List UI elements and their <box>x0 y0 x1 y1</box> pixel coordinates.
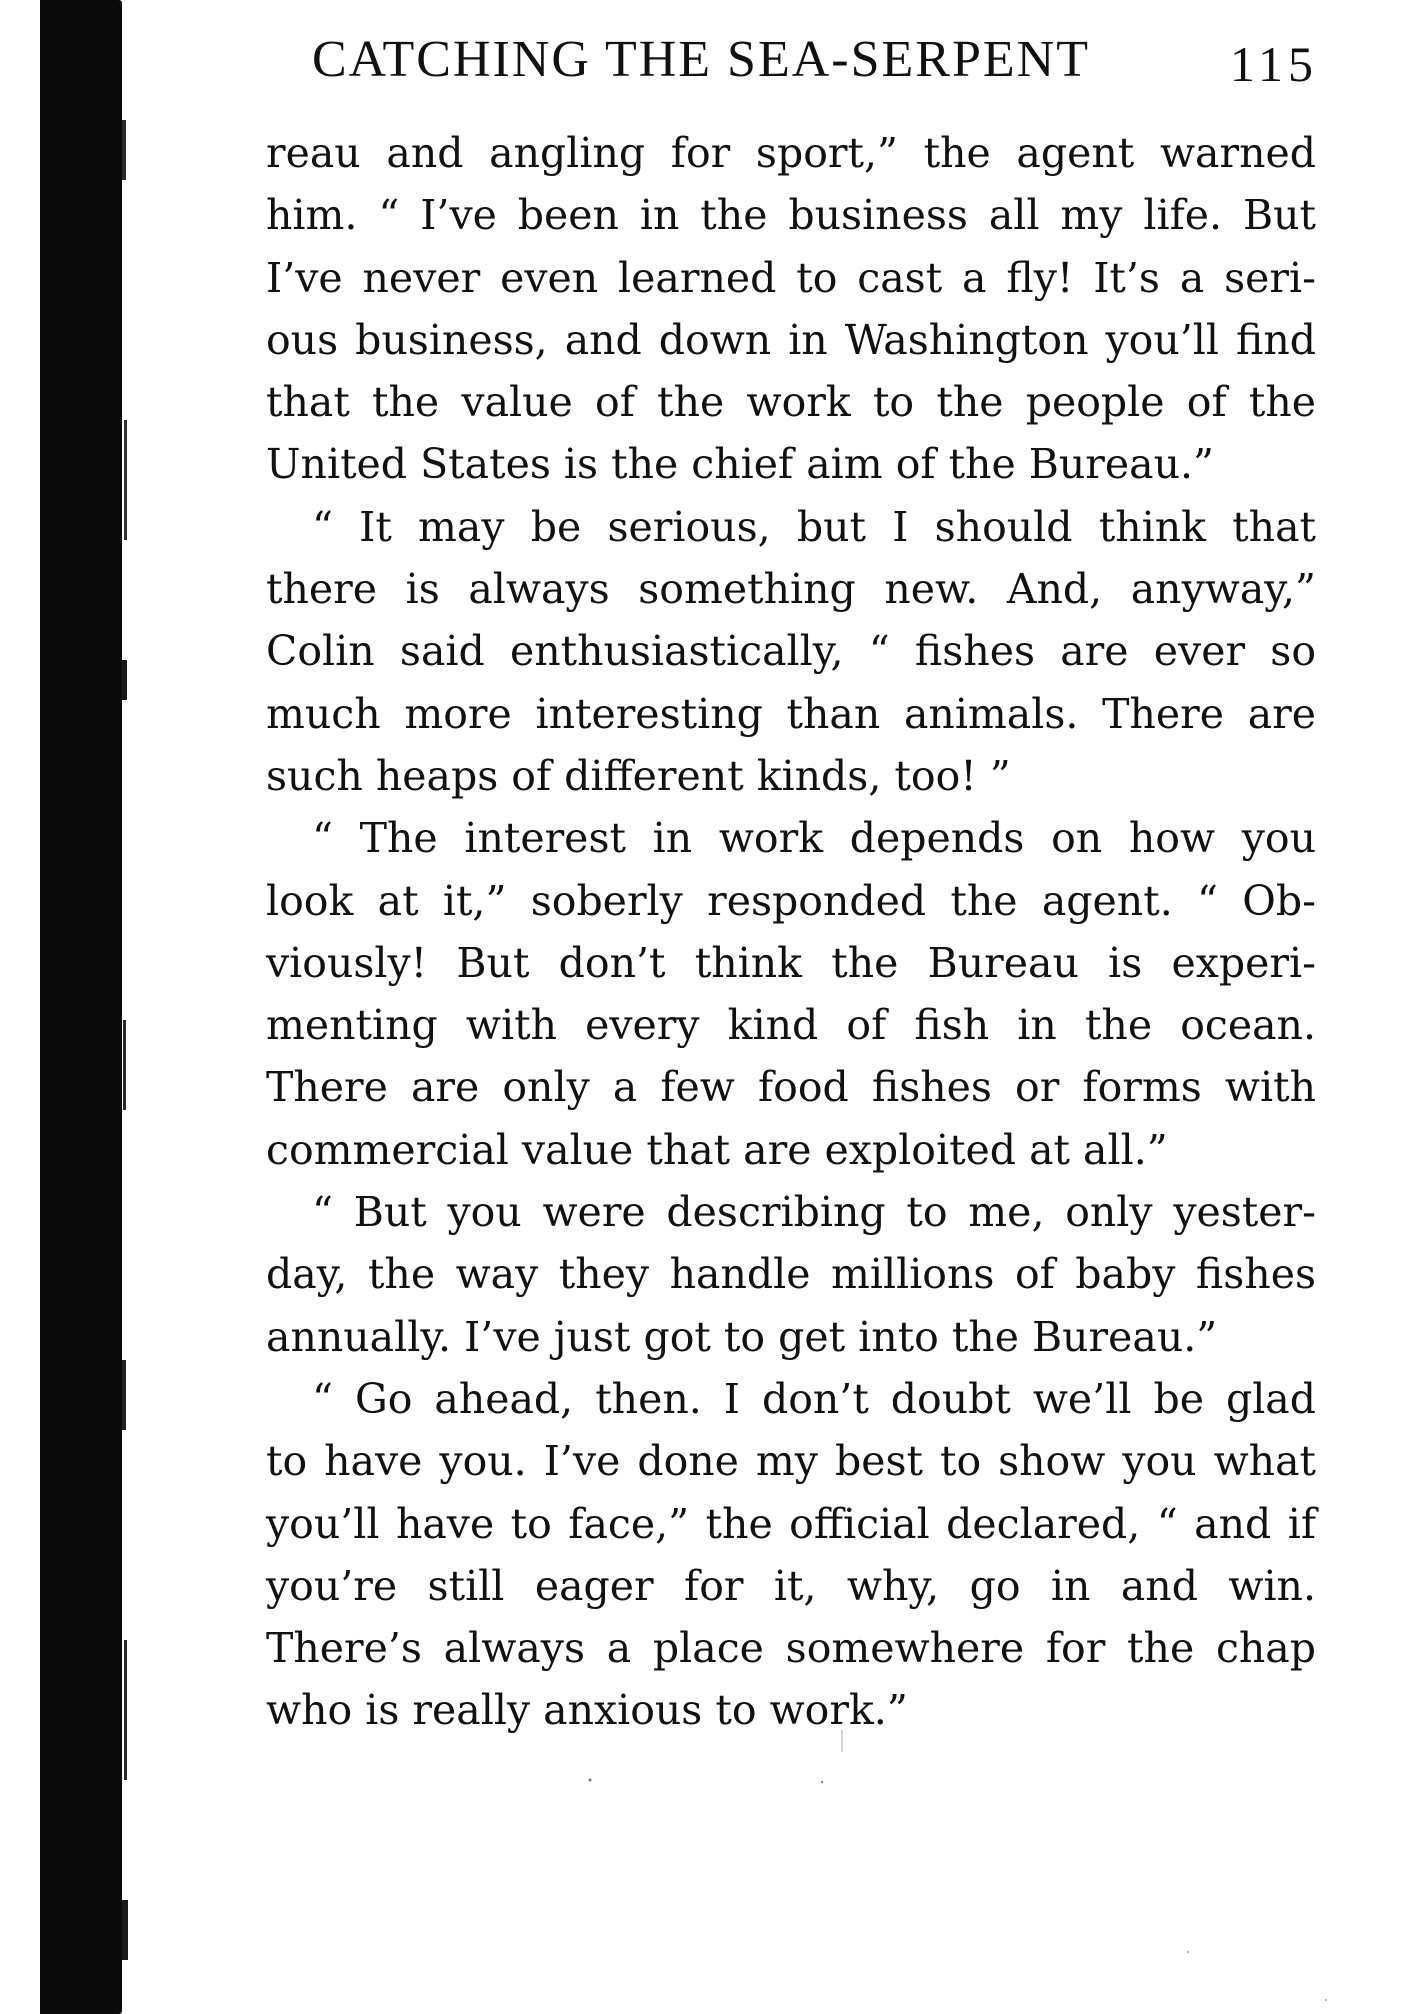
text-line: ous business, and down in Washington you’ll find <box>266 315 1316 364</box>
text-line: “ It may be serious, but I should think that <box>312 502 1316 551</box>
text-line: I’ve never even learned to cast a fly! It’s a seri- <box>266 253 1316 302</box>
text-line: There are only a few food fishes or forms with <box>266 1063 1316 1112</box>
text-line: menting with every kind of fish in the ocean. <box>266 1001 1316 1050</box>
text-line: who is really anxious to work.” <box>266 1686 908 1735</box>
text-line: such heaps of different kinds, too! ” <box>266 751 1011 800</box>
text-line: “ The interest in work depends on how you <box>312 814 1316 863</box>
binding-edge-texture <box>122 40 162 1980</box>
text-line: United States is the chief aim of the Bureau.” <box>266 440 1215 489</box>
text-line: Colin said enthusiastically, “ fishes are ever so <box>266 627 1316 676</box>
text-line: there is always something new. And, anyway,” <box>266 565 1316 614</box>
body-text <box>266 122 1316 1742</box>
text-line: reau and angling for sport,” the agent warned <box>266 129 1316 177</box>
text-line: “ But you were describing to me, only yester- <box>312 1188 1316 1237</box>
text-line: him. “ I’ve been in the business all my life. But <box>266 191 1316 240</box>
text-line: day, the way they handle millions of baby fishes <box>266 1250 1316 1299</box>
text-line: look at it,” soberly responded the agent. “ Ob- <box>266 876 1316 925</box>
page-header <box>312 30 1318 90</box>
text-line: viously! But don’t think the Bureau is experi- <box>266 938 1316 987</box>
text-line: “ Go ahead, then. I don’t doubt we’ll be glad <box>312 1374 1316 1423</box>
text-line: commercial value that are exploited at all.” <box>266 1125 1168 1174</box>
text-line: There’s always a place somewhere for the chap <box>266 1624 1316 1673</box>
text-line: to have you. I’ve done my best to show you what <box>266 1437 1316 1486</box>
page-number: 115 <box>1229 36 1318 92</box>
text-line: that the value of the work to the people of the <box>266 378 1316 427</box>
binding-shadow <box>40 0 122 2014</box>
text-line: much more interesting than animals. There are <box>266 689 1316 738</box>
text-line: you’re still eager for it, why, go in and win. <box>266 1561 1316 1610</box>
text-line: you’ll have to face,” the official declared, “ and if <box>266 1499 1316 1548</box>
text-line: annually. I’ve just got to get into the Bureau.” <box>266 1312 1218 1361</box>
running-title: CATCHING THE SEA-SERPENT <box>312 31 1090 88</box>
